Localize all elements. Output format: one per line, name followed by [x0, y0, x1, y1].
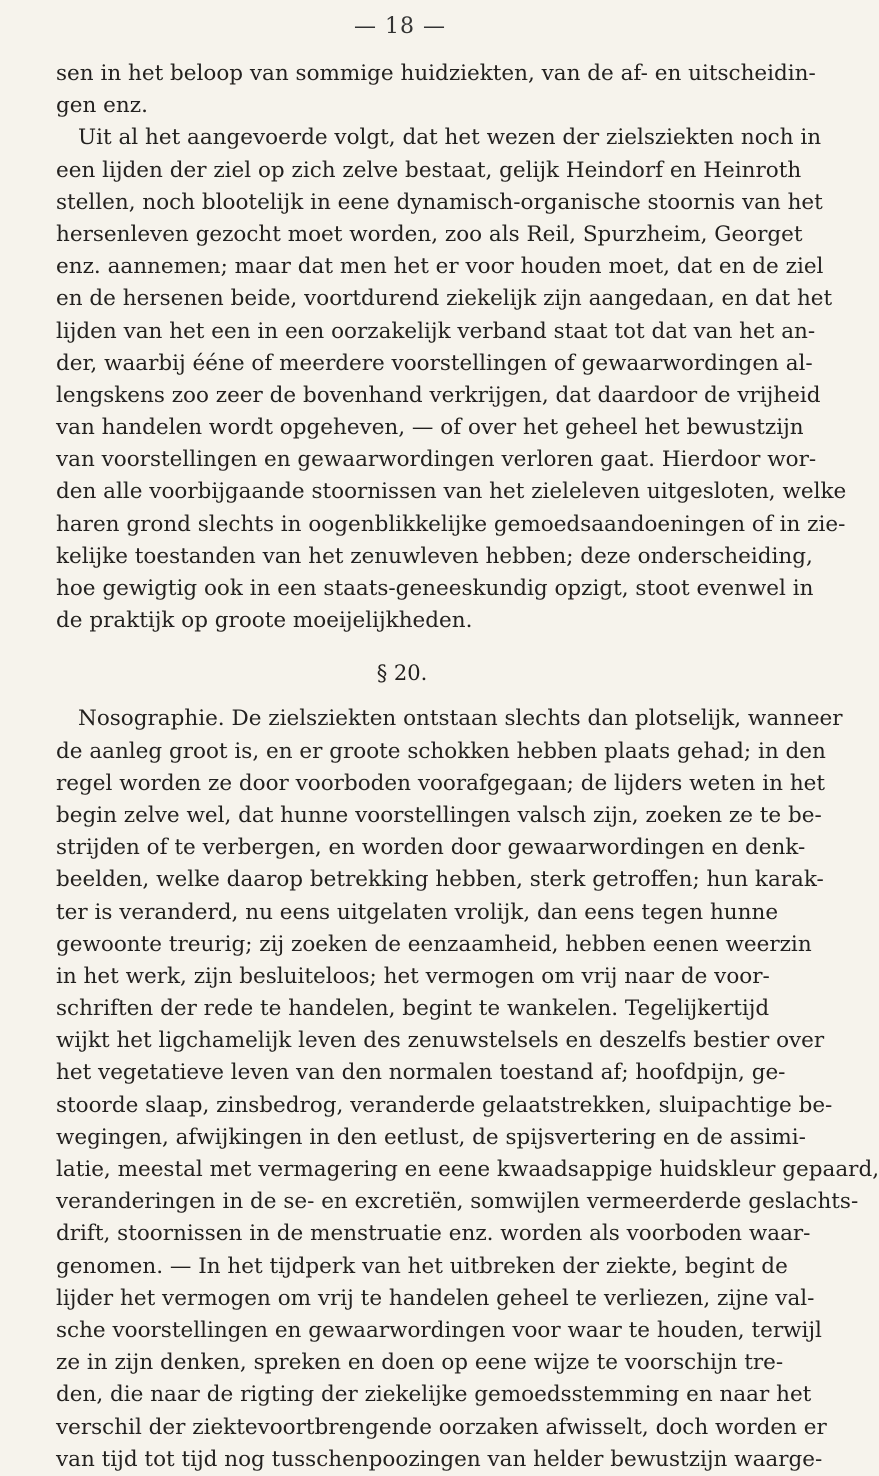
text-line: stoorde slaap, zinsbedrog, veranderde gelaatstrekken, sluipachtige be-	[56, 1092, 833, 1118]
paragraph-1	[56, 58, 847, 637]
text-line: lengskens zoo zeer de bovenhand verkrijgen, dat daardoor de vrijheid	[56, 382, 821, 408]
text-line: enz. aannemen; maar dat men het er voor houden moet, dat en de ziel	[56, 254, 824, 280]
text-line: lijden van het een in een oorzakelijk verband staat tot dat van het an-	[56, 318, 816, 344]
section-heading: § 20.	[376, 661, 428, 686]
text-line: en de hersenen beide, voortdurend ziekelijk zijn aangedaan, en dat het	[56, 286, 833, 312]
text-line: genomen. — In het tijdperk van het uitbreken der ziekte, begint de	[56, 1253, 788, 1279]
text-line: kelijke toestanden van het zenuwleven hebben; deze onderscheiding,	[56, 543, 813, 569]
text-line: veranderingen in de se- en excretiën, somwijlen vermeerderde geslachts-	[56, 1189, 859, 1215]
text-line: strijden of te verbergen, en worden door gewaarwordingen en denk-	[56, 835, 806, 861]
paragraph-2	[56, 703, 879, 1476]
text-line: stellen, noch blootelijk in eene dynamisch-organische stoornis van het	[56, 189, 823, 215]
text-line: sche voorstellingen en gewaarwordingen voor waar te houden, terwijl	[56, 1317, 822, 1343]
text-line: latie, meestal met vermagering en eene kwaadsappige huidskleur gepaard,	[56, 1157, 879, 1182]
text-line: ter is veranderd, nu eens uitgelaten vrolijk, dan eens tegen hunne	[56, 899, 779, 925]
text-line: den alle voorbijgaande stoornissen van het zieleleven uitgesloten, welke	[56, 479, 847, 505]
text-line: gen enz.	[56, 93, 148, 119]
text-line: sen in het beloop van sommige huidziekten, van de af- en uitscheidin-	[56, 61, 816, 86]
body-text	[56, 58, 879, 1476]
text-line: de aanleg groot is, en er groote schokken hebben plaats gehad; in den	[56, 738, 826, 764]
text-line: hersenleven gezocht moet worden, zoo als Reil, Spurzheim, Georget	[56, 221, 803, 247]
text-line: een lijden der ziel op zich zelve bestaat, gelijk Heindorf en Heinroth	[56, 157, 802, 183]
text-line: lijder het vermogen om vrij te handelen geheel te verliezen, zijne val-	[56, 1285, 815, 1311]
text-line: schriften der rede te handelen, begint te wankelen. Tegelijkertijd	[56, 996, 770, 1022]
text-line: den, die naar de rigting der ziekelijke gemoedsstemming en naar het	[56, 1382, 812, 1408]
text-line: Uit al het aangevoerde volgt, dat het wezen der zielsziekten noch in	[78, 125, 822, 151]
text-line: begin zelve wel, dat hunne voorstellingen valsch zijn, zoeken ze te be-	[56, 802, 822, 828]
text-line: de praktijk op groote moeijelijkheden.	[56, 608, 473, 634]
text-line: drift, stoornissen in de menstruatie enz. worden als voorboden waar-	[56, 1221, 811, 1247]
text-line: van tijd tot tijd nog tusschenpoozingen van helder bewustzijn waarge-	[56, 1446, 823, 1472]
text-line: hoe gewigtig ook in een staats-geneeskundig opzigt, stoot evenwel in	[56, 576, 814, 601]
text-line: wegingen, afwijkingen in den eetlust, de spijsvertering en de assimi-	[56, 1124, 806, 1150]
text-line: beelden, welke daarop betrekking hebben, sterk getroffen; hun karak-	[56, 867, 824, 893]
text-line: haren grond slechts in oogenblikkelijke gemoedsaandoeningen of in zie-	[56, 511, 846, 537]
text-line: in het werk, zijn besluiteloos; het vermogen om vrij naar de voor-	[56, 963, 770, 989]
text-line: regel worden ze door voorboden voorafgegaan; de lijders weten in het	[56, 770, 826, 796]
text-line: wijkt het ligchamelijk leven des zenuwstelsels en deszelfs bestier over	[56, 1028, 825, 1054]
page-number: — 18 —	[354, 14, 446, 39]
text-line: Nosographie. De zielsziekten ontstaan slechts dan plotselijk, wanneer	[78, 706, 843, 732]
text-line: der, waarbij ééne of meerdere voorstellingen of gewaarwordingen al-	[56, 350, 813, 376]
text-line: van voorstellingen en gewaarwordingen verloren gaat. Hierdoor wor-	[56, 447, 817, 473]
text-line: ze in zijn denken, spreken en doen op eene wijze te voorschijn tre-	[56, 1350, 784, 1376]
text-line: van handelen wordt opgeheven, — of over het geheel het bewustzijn	[56, 415, 804, 441]
text-line: verschil der ziektevoortbrengende oorzaken afwisselt, doch worden er	[56, 1414, 827, 1440]
text-line: het vegetatieve leven van den normalen toestand af; hoofdpijn, ge-	[56, 1060, 786, 1086]
text-line: gewoonte treurig; zij zoeken de eenzaamheid, hebben eenen weerzin	[56, 931, 812, 957]
